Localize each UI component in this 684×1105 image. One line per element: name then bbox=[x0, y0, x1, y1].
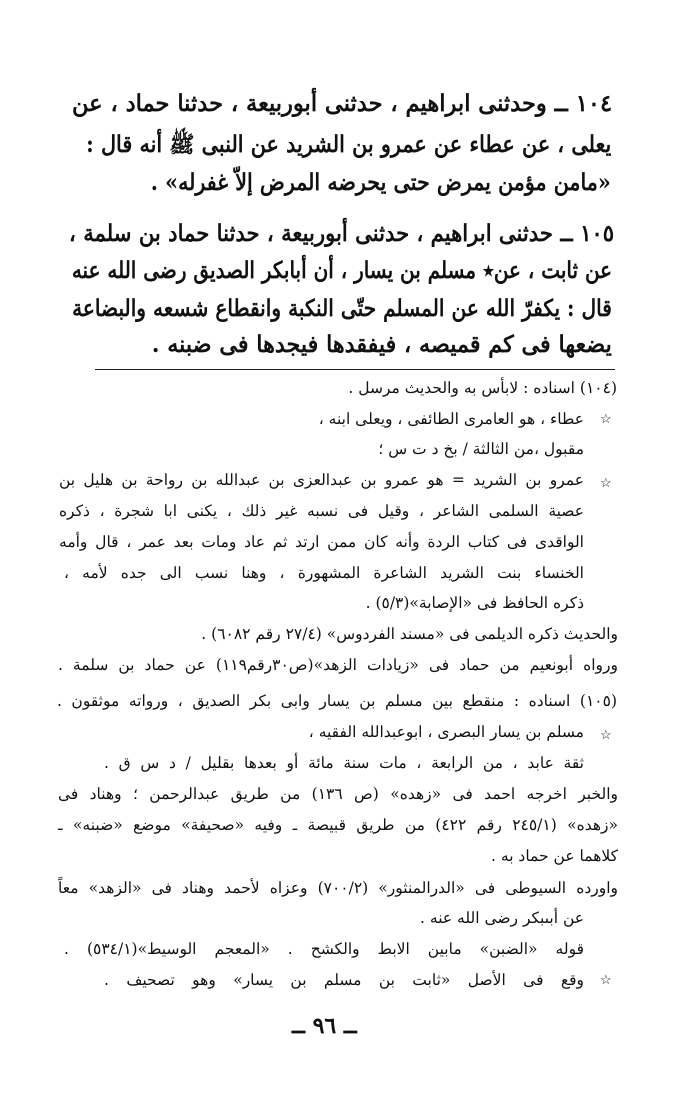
note-105-line-2: مسلم بن يسار البصرى ، ابوعبدالله الفقيه ، bbox=[308, 723, 584, 741]
note-105-line-8: عن أبىبكر رضى الله عنه . bbox=[420, 909, 584, 927]
footnote-separator bbox=[95, 369, 615, 370]
note-104-line-4: عمرو بن الشريد = هو عمرو بن عبدالعزى بن عبدالله بن رواحة بن هليل بن bbox=[58, 471, 584, 489]
note-105-line-7: واورده السيوطى فى «الدرالمنثور» (٧٠٠/٢) وعزاه لأحمد وهناد فى «الزهد» معاً bbox=[58, 879, 618, 897]
star-icon: ☆ bbox=[600, 973, 612, 988]
note-105-line-3: ثقة عابد ، من الرابعة ، مات سنة مائة أو بعدها بقليل / د س ق . bbox=[103, 754, 584, 772]
hadith-105-line-1: ١٠٥ ــ حدثنى ابراهيم ، حدثنى أبوربيعة ، حدثنا حماد بن سلمة ، bbox=[68, 220, 614, 247]
note-104-line-3: مقبول ،من الثالثة / بخ د ت س ؛ bbox=[378, 440, 584, 458]
note-104-heading: (١٠٤) اسناده : لابأس به والحديث مرسل . bbox=[348, 379, 617, 397]
star-icon: ☆ bbox=[600, 728, 612, 743]
note-105-line-9: قوله «الضبن» مابين الابط والكشح . «المعجم الوسيط»(٥٣٤/١) . bbox=[64, 940, 584, 958]
note-104-line-10: ورواه أبونعيم من حماد فى «زيادات الزهد»(ص٣٠رقم١١٩) عن حماد بن سلمة . bbox=[57, 656, 618, 674]
note-105-line-5: «زهده» (٢٤٥/١ رقم ٤٢٢) من طريق قبيصة ـ وفيه «صحيفة» موضع «ضبنه» ـ bbox=[58, 816, 618, 834]
note-104-line-9: والحديث ذكره الديلمى فى «مسند الفردوس» (٢٧/٤ رقم ٦٠٨٢) . bbox=[201, 625, 618, 643]
note-105-line-10: وقع فى الأصل «ثابت بن مسلم بن يسار» وهو تصحيف . bbox=[104, 971, 584, 989]
note-104-line-8: ذكره الحافظ فى «الإصابة»(٥/٣) . bbox=[365, 594, 584, 612]
note-104-line-6: الواقدى فى كتاب الردة وأنه كان ممن ارتد ثم عاد ومات بعد عمر ، قال وأمه bbox=[59, 533, 584, 551]
hadith-104-line-1: ١٠٤ ــ وحدثنى ابراهيم ، حدثنى أبوربيعة ، حدثنا حماد ، عن bbox=[71, 90, 612, 117]
hadith-105-line-2: عن ثابت ، عن٭ مسلم بن يسار ، أن أبابكر الصديق رضى الله عنه bbox=[71, 257, 612, 284]
hadith-104-line-2: يعلى ، عن عطاء عن عمرو بن الشريد عن النبى ﷺ أنه قال : bbox=[85, 131, 611, 158]
note-104-line-7: الخنساء بنت الشريد الشاعرة المشهورة ، وهنا نسب الى جده لأمه ، bbox=[64, 564, 584, 582]
hadith-104-line-3: «مامن مؤمن يمرض حتى يحرضه المرض إلاّ غفرله» . bbox=[151, 169, 611, 196]
note-105-line-4: والخبر اخرجه احمد فى «زهده» (ص ١٣٦) من طريق عبدالرحمن ؛ وهناد فى bbox=[57, 785, 618, 803]
star-icon: ☆ bbox=[600, 412, 612, 427]
hadith-105-line-3: قال : يكفرّ الله عن المسلم حتّى النكبة وانقطاع شسعه والبضاعة bbox=[72, 295, 612, 322]
hadith-105-line-4: يضعها فى كم قميصه ، فيفقدها فيجدها فى ضبنه . bbox=[151, 331, 612, 358]
note-104-line-5: عصية السلمى الشاعر ، وقيل فى نسبه غير ذلك ، يكنى ابا شجرة ، ذكره bbox=[58, 502, 584, 520]
page-number: ــ ٩٦ ــ bbox=[292, 1013, 357, 1039]
star-icon: ☆ bbox=[600, 476, 612, 491]
note-105-heading: (١٠٥) اسناده : منقطع بين مسلم بن يسار وابى بكر الصديق ، ورواته موثقون . bbox=[56, 692, 617, 710]
note-105-line-6: كلاهما عن حماد به . bbox=[491, 847, 618, 865]
note-104-line-2: عطاء ، هو العامرى الطائفى ، ويعلى ابنه ، bbox=[318, 410, 584, 428]
